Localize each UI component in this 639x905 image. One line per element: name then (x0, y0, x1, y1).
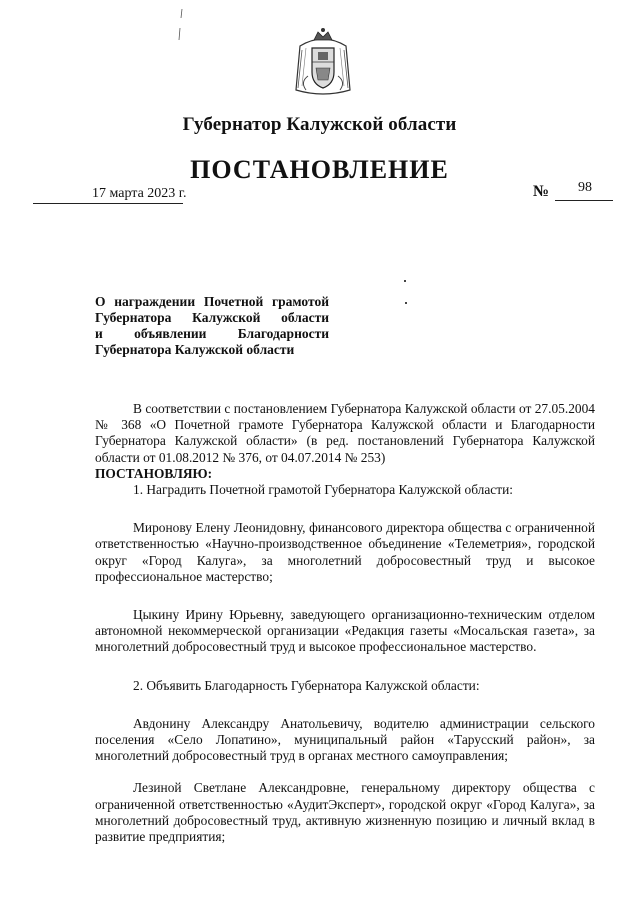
date-underline (33, 203, 183, 204)
preamble-paragraph: В соответствии с постановлением Губернатора Калужской области от 27.05.2004 № 368 «О Почетной грамоте Губернатора Калужской области и Благодарности Губернатора Калужской области» (в ред. постановлений Губернатора Калужской области от 01.08.2012 № 376, от 04.07.2014 № 253) (95, 401, 595, 465)
document-type: ПОСТАНОВЛЕНИЕ (190, 155, 449, 184)
number-sign: № (533, 183, 550, 200)
document-subject (95, 294, 329, 358)
award-paragraph: Миронову Елену Леонидовну, финансового директора общества с ограниченной ответственностью «Научно-производственное объединение «Телеметрия», городской округ «Город Калуга», за многолетний добросовестный труд и высокое профессиональное мастерство; (95, 520, 595, 584)
scan-speck (405, 302, 407, 304)
subject-line: Губернатора Калужской области (95, 310, 329, 325)
coat-of-arms-icon (292, 26, 354, 98)
authority-title: Губернатор Калужской области (182, 114, 457, 135)
number-underline (555, 200, 613, 201)
document-date: 17 марта 2023 г. (92, 186, 187, 201)
subject-line: и объявлении Благодарности (95, 326, 329, 341)
scan-speck (404, 280, 406, 282)
subject-line: О награждении Почетной грамотой (95, 294, 329, 309)
thanks-paragraph: Лезиной Светлане Александровне, генеральному директору общества с ограниченной ответственностью «АудитЭксперт», городской округ «Город Калуга», за многолетний добросовестный труд, активную жизненную позицию и личный вклад в развитие предприятия; (95, 780, 595, 845)
item-2-heading: 2. Объявить Благодарность Губернатора Калужской области: (133, 677, 480, 693)
pen-stroke-mark (176, 8, 186, 42)
award-paragraph: Цыкину Ирину Юрьевну, заведующего организационно-техническим отделом автономной некоммерческой организации «Редакция газеты «Мосальская газета», за многолетний добросовестный труд и высокое профессиональное мастерство. (95, 607, 595, 655)
document-body (95, 401, 595, 845)
decree-word: ПОСТАНОВЛЯЮ: (95, 465, 213, 481)
document-number: 98 (578, 180, 592, 195)
thanks-paragraph: Авдонину Александру Анатольевичу, водителю администрации сельского поселения «Село Лопатино», муниципальный район «Тарусский район», за многолетний добросовестный труд в органах местного самоуправления; (95, 715, 595, 764)
subject-line: Губернатора Калужской области (95, 342, 295, 357)
item-1-heading: 1. Наградить Почетной грамотой Губернатора Калужской области: (133, 482, 513, 498)
